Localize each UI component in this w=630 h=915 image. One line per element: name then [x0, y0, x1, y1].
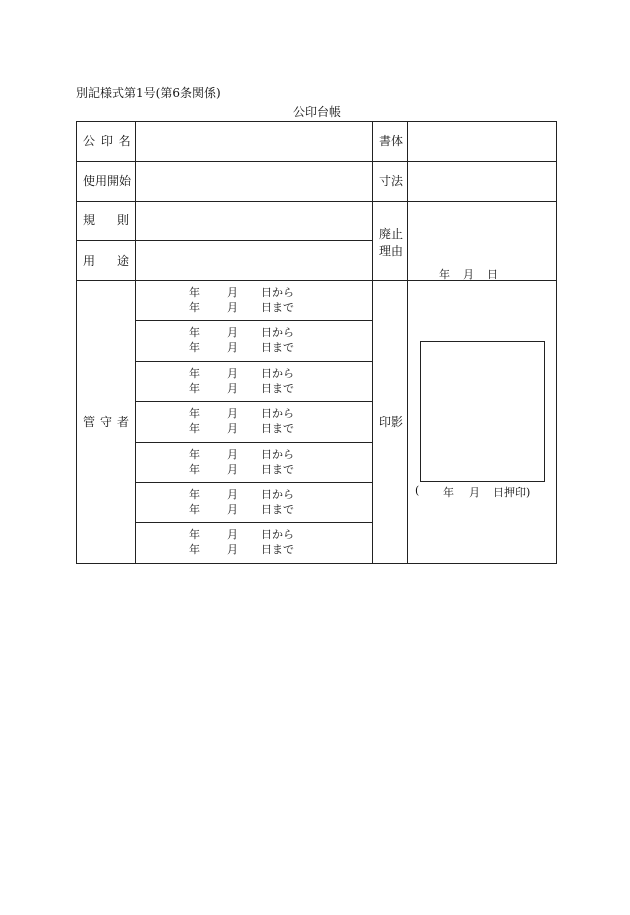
period-year: 年 [189, 407, 200, 420]
period-to: 日まで [261, 301, 294, 314]
period-to: 日まで [261, 463, 294, 476]
period-year: 年 [189, 422, 200, 435]
abolish-label-line: 理由 [379, 244, 404, 258]
style-label: 書体 [379, 134, 404, 148]
period-from: 日から [261, 326, 294, 339]
imprint-date-day: 日押印) [493, 486, 531, 499]
period-from: 日から [261, 448, 294, 461]
period-year: 年 [189, 382, 200, 395]
period-year: 年 [189, 503, 200, 516]
period-start-line [137, 406, 373, 421]
divider [135, 442, 373, 443]
divider [77, 201, 556, 202]
period-from: 日から [261, 286, 294, 299]
period-year: 年 [189, 448, 200, 461]
custodian-period [137, 285, 373, 315]
period-month: 月 [227, 286, 238, 299]
period-end-line [137, 462, 373, 477]
form-title: 公印台帳 [292, 105, 341, 119]
period-end-line [137, 502, 373, 517]
imprint-date-open: ( [415, 484, 420, 497]
imprint-date-year: 年 [443, 486, 454, 499]
period-month: 月 [227, 367, 238, 380]
custodian-period [137, 527, 373, 557]
period-year: 年 [189, 341, 200, 354]
period-end-line [137, 381, 373, 396]
rules-label-char: 規 [83, 213, 96, 227]
period-month: 月 [227, 341, 238, 354]
purpose-label [83, 254, 129, 268]
divider [77, 161, 556, 162]
period-year: 年 [189, 463, 200, 476]
period-to: 日まで [261, 503, 294, 516]
period-month: 月 [227, 382, 238, 395]
purpose-label-char: 途 [116, 254, 129, 268]
divider [135, 522, 373, 523]
period-month: 月 [227, 543, 238, 556]
divider [135, 122, 136, 563]
period-end-line [137, 340, 373, 355]
abolish-date-year: 年 [439, 268, 450, 281]
imprint-label: 印影 [379, 415, 404, 429]
period-to: 日まで [261, 422, 294, 435]
divider [135, 361, 373, 362]
custodian-period [137, 406, 373, 436]
purpose-label-char: 用 [83, 254, 96, 268]
form-caption: 別記様式第1号(第6条関係) [76, 86, 221, 100]
period-month: 月 [227, 301, 238, 314]
divider [407, 122, 408, 563]
size-label: 寸法 [379, 174, 404, 188]
period-start-line [137, 447, 373, 462]
period-start-line [137, 325, 373, 340]
period-year: 年 [189, 367, 200, 380]
period-month: 月 [227, 488, 238, 501]
period-from: 日から [261, 367, 294, 380]
custodian-period [137, 325, 373, 355]
seal-name-label: 公 印 名 [83, 134, 132, 148]
abolish-reason-label [379, 226, 403, 260]
period-start-line [137, 285, 373, 300]
period-year: 年 [189, 528, 200, 541]
period-from: 日から [261, 488, 294, 501]
period-month: 月 [227, 407, 238, 420]
abolish-date-day: 日 [487, 268, 498, 281]
period-end-line [137, 421, 373, 436]
use-start-label: 使用開始 [83, 174, 132, 188]
rules-label-char: 則 [116, 213, 129, 227]
period-year: 年 [189, 488, 200, 501]
custodian-period [137, 447, 373, 477]
divider [77, 240, 373, 241]
divider [135, 320, 373, 321]
custodian-period [137, 487, 373, 517]
period-from: 日から [261, 528, 294, 541]
period-start-line [137, 527, 373, 542]
period-month: 月 [227, 448, 238, 461]
period-month: 月 [227, 503, 238, 516]
period-to: 日まで [261, 543, 294, 556]
period-year: 年 [189, 286, 200, 299]
period-year: 年 [189, 543, 200, 556]
abolish-date [415, 266, 509, 281]
custodian-label [83, 415, 129, 429]
imprint-date-month: 月 [469, 486, 480, 499]
period-end-line [137, 300, 373, 315]
divider [135, 401, 373, 402]
period-month: 月 [227, 528, 238, 541]
period-month: 月 [227, 422, 238, 435]
divider [135, 482, 373, 483]
period-year: 年 [189, 301, 200, 314]
custodian-label-char: 者 [116, 415, 129, 429]
period-from: 日から [261, 407, 294, 420]
period-month: 月 [227, 463, 238, 476]
period-to: 日まで [261, 382, 294, 395]
seal-ledger-table [76, 121, 557, 564]
period-start-line [137, 487, 373, 502]
seal-imprint-box [420, 341, 545, 482]
period-year: 年 [189, 326, 200, 339]
period-to: 日まで [261, 341, 294, 354]
period-month: 月 [227, 326, 238, 339]
abolish-label-line: 廃止 [379, 227, 404, 241]
custodian-label-char: 守 [99, 415, 112, 429]
custodian-period [137, 366, 373, 396]
period-start-line [137, 366, 373, 381]
abolish-date-month: 月 [463, 268, 474, 281]
rules-label [83, 213, 129, 227]
custodian-label-char: 管 [83, 415, 96, 429]
period-end-line [137, 542, 373, 557]
